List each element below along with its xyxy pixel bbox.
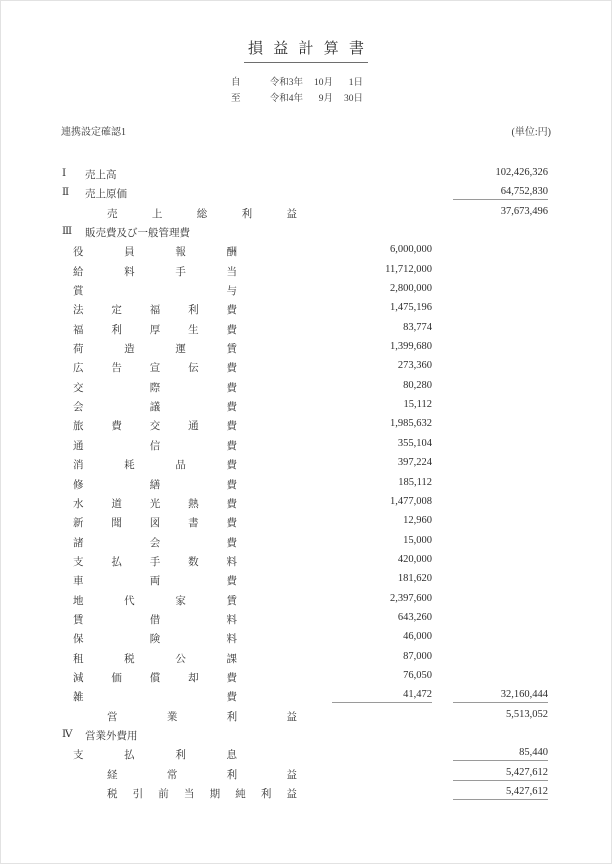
statement-rows [1,167,611,805]
row-label: 広 告 宣 伝 費 [73,363,237,375]
period-from-day: 1日 [348,78,363,88]
meta-row [61,123,551,138]
row-amount-mid: 1,399,680 [390,341,432,353]
statement-row [1,631,611,650]
row-label: 車 両 費 [73,576,237,588]
row-label: 営 業 利 益 [107,711,297,723]
statement-row [1,612,611,631]
row-amount-mid: 87,000 [403,650,432,662]
row-amount-right: 5,513,052 [506,708,548,720]
row-amount-mid: 15,112 [403,399,432,411]
row-numeral: Ⅲ [62,226,73,238]
row-amount-mid: 2,397,600 [390,592,432,604]
statement-row [1,786,611,805]
row-amount-mid: 643,260 [397,611,432,623]
row-label: 減 価 償 却 費 [73,672,237,684]
row-amount-mid: 76,050 [403,669,432,681]
period-to-day: 30日 [343,94,363,104]
row-numeral: Ⅰ [62,168,67,179]
row-amount-mid: 1,985,632 [390,418,432,430]
row-label: 保 険 料 [73,634,237,646]
statement-row [1,573,611,592]
statement-row [1,728,611,747]
row-label: 役 員 報 酬 [73,247,237,259]
row-amount-right: 32,160,444 [453,689,548,703]
statement-row [1,380,611,399]
period-to-label: 至 [231,94,241,104]
period-from-row [231,75,381,91]
row-amount-mid: 181,620 [397,573,432,585]
page-title: 損 益 計 算 書 [244,37,368,63]
statement-row [1,438,611,457]
row-amount-mid: 420,000 [397,553,432,565]
row-label: 旅 費 交 通 費 [73,421,237,433]
statement-row [1,496,611,515]
row-numeral: Ⅳ [62,728,73,740]
row-amount-right: 102,426,326 [495,167,548,178]
row-amount-right: 5,427,612 [453,767,548,781]
row-label: 売 上 総 利 益 [107,208,297,220]
row-amount-mid: 80,280 [403,379,432,391]
statement-row [1,167,611,186]
row-amount-mid: 355,104 [397,437,432,449]
statement-row [1,322,611,341]
row-amount-mid: 41,472 [332,689,432,703]
unit-note: (単位:円) [511,127,551,138]
row-label: 雑 費 [73,692,237,704]
statement-row [1,399,611,418]
statement-row [1,554,611,573]
statement-row [1,225,611,244]
row-label: 賞 与 [73,286,237,298]
row-amount-mid: 6,000,000 [390,244,432,256]
row-amount-mid: 12,960 [403,515,432,527]
row-label: 売上高 [85,170,117,181]
statement-row [1,747,611,766]
statement-row [1,477,611,496]
row-numeral: Ⅱ [62,187,70,199]
statement-row [1,418,611,437]
row-amount-right: 5,427,612 [453,786,548,800]
statement-row [1,457,611,476]
row-label: 消 耗 品 費 [73,460,237,472]
row-label: 通 信 費 [73,440,237,452]
statement-row [1,670,611,689]
left-note: 連携設定確認1 [61,127,126,138]
statement-row [1,360,611,379]
row-label: 新 聞 図 書 費 [73,518,237,530]
row-label: 水 道 光 熱 費 [73,498,237,510]
row-label: 諸 会 費 [73,537,237,549]
statement-row [1,689,611,708]
row-label: 会 議 費 [73,402,237,414]
row-amount-mid: 11,712,000 [385,263,432,275]
statement-row [1,651,611,670]
row-amount-mid: 83,774 [403,321,432,333]
row-amount-mid: 397,224 [397,457,432,469]
period-block [231,75,381,107]
row-amount-mid: 185,112 [398,476,432,488]
row-label: 販売費及び一般管理費 [85,228,190,240]
statement-row [1,515,611,534]
row-amount-mid: 273,360 [397,360,432,372]
row-label: 賃 借 料 [73,614,237,626]
row-label: 福 利 厚 生 費 [73,324,237,336]
statement-row [1,593,611,612]
row-label: 交 際 費 [73,382,237,394]
row-amount-right: 37,673,496 [500,205,548,217]
statement-row [1,244,611,263]
statement-row [1,206,611,225]
row-label: 支 払 利 息 [73,750,237,762]
row-label: 営業外費用 [85,730,138,742]
row-label: 荷 造 運 賃 [73,344,237,356]
statement-row [1,709,611,728]
statement-row [1,341,611,360]
period-to-month: 9月 [318,94,333,104]
row-amount-mid: 1,475,196 [390,302,432,314]
row-label: 支 払 手 数 料 [73,556,237,568]
period-from-era-year: 令和3年 [269,78,303,88]
period-to-row [231,91,381,107]
statement-row [1,186,611,205]
row-label: 地 代 家 賃 [73,595,237,607]
row-label: 税 引 前 当 期 純 利 益 [107,789,297,800]
period-from-month: 10月 [313,78,333,88]
row-amount-mid: 2,800,000 [390,283,432,295]
statement-row [1,264,611,283]
row-label: 経 常 利 益 [107,769,297,781]
row-label: 修 繕 費 [73,479,237,491]
row-amount-mid: 15,000 [403,534,432,546]
row-label: 売上原価 [85,189,127,201]
statement-row [1,535,611,554]
statement-row [1,302,611,321]
row-amount-mid: 1,477,008 [390,495,432,507]
row-label: 租 税 公 課 [73,653,237,665]
period-to-era-year: 令和4年 [269,94,303,104]
statement-row [1,767,611,786]
row-amount-right: 64,752,830 [453,186,548,200]
title-block [1,1,611,63]
row-amount-right: 85,440 [453,747,548,761]
row-amount-mid: 46,000 [403,631,432,643]
period-from-label: 自 [231,78,241,88]
row-label: 給 料 手 当 [73,266,237,278]
row-label: 法 定 福 利 費 [73,305,237,317]
statement-row [1,283,611,302]
